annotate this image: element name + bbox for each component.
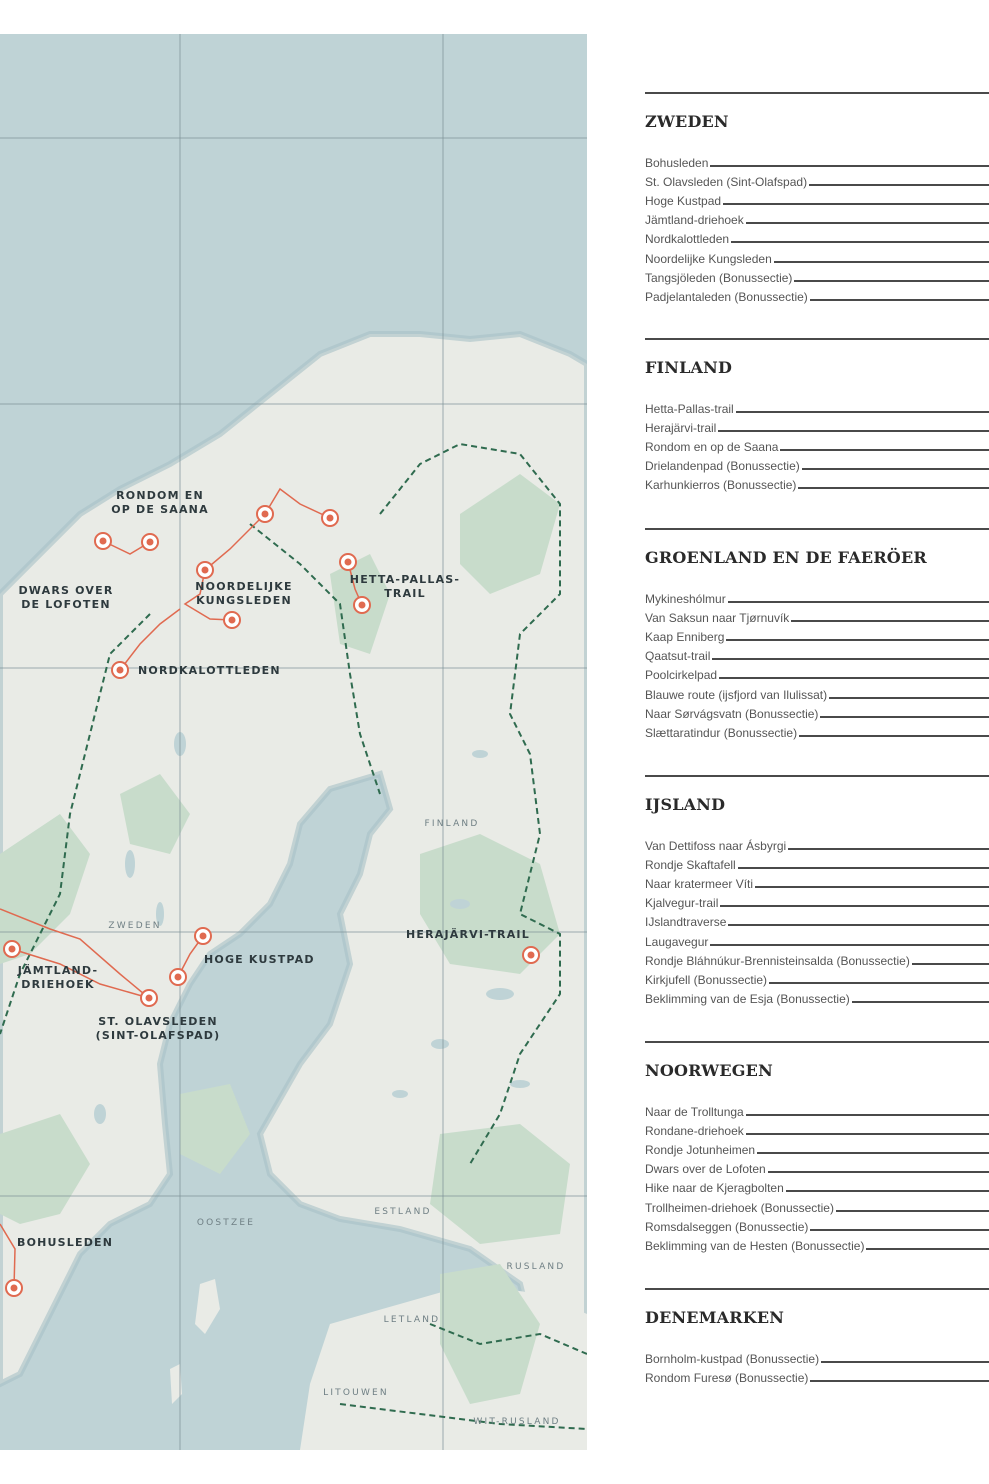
- entry-leader-line: [866, 1248, 989, 1250]
- entry-leader-line: [810, 299, 989, 301]
- entry-leader-line: [718, 430, 989, 432]
- entry-leader-line: [746, 1114, 989, 1116]
- index-section: [645, 528, 989, 740]
- entry-leader-line: [757, 1152, 989, 1154]
- entry-name: IJslandtraverse: [645, 915, 727, 930]
- trail-label-line: HERAJÄRVI-TRAIL: [406, 928, 530, 941]
- entry-leader-line: [736, 411, 989, 413]
- index-section: [645, 92, 989, 304]
- entry-name: St. Olavsleden (Sint-Olafspad): [645, 175, 808, 190]
- entry-leader-line: [774, 261, 989, 263]
- country-label: RUSLAND: [506, 1262, 566, 1272]
- trail-label: [111, 489, 209, 516]
- entry-leader-line: [791, 620, 989, 622]
- entry-name: Naar de Trolltunga: [645, 1105, 744, 1120]
- trail-label-line: DE LOFOTEN: [21, 598, 111, 611]
- index-entry: [645, 987, 989, 1006]
- index-entry: [645, 968, 989, 987]
- entry-leader-line: [768, 1171, 989, 1173]
- index-entry: [645, 606, 989, 625]
- section-title: GROENLAND EN DE FAERÖER: [645, 548, 927, 567]
- entry-name: Padjelantaleden (Bonussectie): [645, 289, 808, 304]
- entry-name: Laugavegur: [645, 934, 709, 949]
- entry-leader-line: [728, 601, 989, 603]
- section-title: IJSLAND: [645, 795, 726, 814]
- trail-label-line: OP DE SAANA: [111, 503, 209, 516]
- entry-name: Blauwe route (ijsfjord van Ilulissat): [645, 687, 828, 702]
- entry-name: Bornholm-kustpad (Bonussectie): [645, 1352, 820, 1367]
- index-entry: [645, 625, 989, 644]
- trail-marker-dot: [345, 559, 352, 566]
- trail-marker-dot: [175, 974, 182, 981]
- entry-name: Tangsjöleden (Bonussectie): [645, 270, 793, 285]
- trail-marker-dot: [117, 667, 124, 674]
- entry-name: Rondane-driehoek: [645, 1124, 744, 1139]
- trail-label-line: ST. OLAVSLEDEN: [98, 1015, 218, 1028]
- section-title: NOORWEGEN: [645, 1061, 773, 1080]
- trail-label: [195, 580, 292, 607]
- section-rule: [645, 1288, 989, 1290]
- entry-leader-line: [852, 1001, 989, 1003]
- country-label: ESTLAND: [374, 1207, 432, 1217]
- entry-name: Jämtland-driehoek: [645, 213, 744, 228]
- trail-marker-dot: [11, 1285, 18, 1292]
- index-entry: [645, 910, 989, 929]
- country-label: ZWEDEN: [108, 921, 162, 931]
- entry-leader-line: [810, 1380, 989, 1382]
- entry-name: Naar Sørvágsvatn (Bonussectie): [645, 706, 819, 721]
- trail-label-line: HETTA-PALLAS-: [349, 573, 461, 586]
- trail-label: [204, 953, 315, 966]
- trail-label: [406, 927, 530, 941]
- index-entry: [645, 853, 989, 872]
- trail-marker-dot: [528, 952, 535, 959]
- entry-leader-line: [720, 905, 989, 907]
- trail-label-line: HOGE KUSTPAD: [204, 953, 315, 966]
- entry-name: Dwars over de Lofoten: [645, 1162, 766, 1177]
- entry-name: Beklimming van de Esja (Bonussectie): [645, 991, 850, 1006]
- trail-label: [18, 584, 113, 611]
- index-entry: [645, 1119, 989, 1138]
- trail-marker-dot: [200, 933, 207, 940]
- trail-marker-dot: [229, 617, 236, 624]
- section-title: FINLAND: [645, 358, 733, 377]
- entry-leader-line: [809, 184, 989, 186]
- entry-leader-line: [769, 982, 989, 984]
- trail-label-line: BOHUSLEDEN: [17, 1236, 114, 1249]
- entry-name: Bohusleden: [645, 156, 709, 171]
- index-section: [645, 1288, 989, 1385]
- index-entry: [645, 721, 989, 740]
- index-entry: [645, 266, 989, 285]
- trail-label-line: TRAIL: [384, 587, 426, 600]
- trail-marker-dot: [100, 538, 107, 545]
- section-rule: [645, 338, 989, 340]
- entry-leader-line: [798, 487, 989, 489]
- trail-marker-dot: [9, 946, 16, 953]
- entry-leader-line: [829, 697, 989, 699]
- trail-marker-dot: [359, 602, 366, 609]
- index-entry: [645, 1234, 989, 1253]
- trail-label: [17, 1236, 113, 1249]
- entry-name: Qaatsut-trail: [645, 649, 711, 664]
- index-entry: [645, 1347, 989, 1366]
- index-entry: [645, 834, 989, 853]
- index-entry: [645, 891, 989, 910]
- entry-name: Hetta-Pallas-trail: [645, 402, 734, 417]
- entry-leader-line: [710, 165, 989, 167]
- section-rule: [645, 1041, 989, 1043]
- entry-leader-line: [780, 449, 989, 451]
- index-entry: [645, 416, 989, 435]
- index-entry: [645, 227, 989, 246]
- entry-leader-line: [710, 944, 989, 946]
- index-entry: [645, 663, 989, 682]
- trail-marker-dot: [262, 511, 269, 518]
- trail-label-line: DRIEHOEK: [21, 978, 95, 991]
- trail-label-line: NORDKALOTTLEDEN: [138, 664, 281, 677]
- entry-leader-line: [719, 677, 989, 679]
- trail-marker-dot: [146, 995, 153, 1002]
- country-label: LETLAND: [383, 1315, 441, 1325]
- entry-name: Rondje Jotunheimen: [645, 1143, 756, 1158]
- entry-name: Van Dettifoss naar Ásbyrgi: [645, 839, 787, 854]
- index-entry: [645, 1366, 989, 1385]
- entry-leader-line: [912, 963, 989, 965]
- index-entry: [645, 454, 989, 473]
- index-entry: [645, 170, 989, 189]
- index-entry: [645, 1138, 989, 1157]
- scandinavia-map: [0, 34, 587, 1450]
- index-entry: [645, 246, 989, 265]
- entry-leader-line: [788, 848, 989, 850]
- index-entry: [645, 949, 989, 968]
- entry-name: Karhunkierros (Bonussectie): [645, 478, 797, 493]
- entry-leader-line: [802, 468, 989, 470]
- entry-leader-line: [836, 1210, 989, 1212]
- entry-name: Kaap Enniberg: [645, 630, 725, 645]
- country-label: OOSTZEE: [196, 1218, 256, 1228]
- trail-label-line: (SINT-OLAFSPAD): [95, 1029, 221, 1042]
- index-entry: [645, 397, 989, 416]
- trail-label-line: NOORDELIJKE: [195, 580, 293, 593]
- entry-name: Poolcirkelpad: [645, 668, 718, 683]
- index-entry: [645, 285, 989, 304]
- index-entry: [645, 644, 989, 663]
- entry-leader-line: [731, 241, 989, 243]
- entry-leader-line: [755, 886, 989, 888]
- index-entry: [645, 1176, 989, 1195]
- index-entry: [645, 872, 989, 891]
- trail-index: [645, 0, 989, 1484]
- entry-name: Trollheimen-driehoek (Bonussectie): [645, 1200, 834, 1215]
- index-entry: [645, 1215, 989, 1234]
- index-entry: [645, 1195, 989, 1214]
- entry-name: Mykineshólmur: [645, 592, 726, 607]
- index-section: [645, 338, 989, 492]
- entry-name: Hoge Kustpad: [645, 194, 722, 209]
- trail-marker-dot: [202, 567, 209, 574]
- entry-leader-line: [794, 280, 989, 282]
- entry-name: Nordkalottleden: [645, 232, 730, 247]
- trail-marker-dot: [147, 539, 154, 546]
- section-title: ZWEDEN: [645, 112, 729, 131]
- entry-name: Kjalvegur-trail: [645, 896, 719, 911]
- entry-name: Rondom en op de Saana: [645, 440, 779, 455]
- entry-name: Herajärvi-trail: [645, 421, 717, 436]
- entry-name: Beklimming van de Hesten (Bonussectie): [645, 1238, 865, 1253]
- country-label: LITOUWEN: [323, 1388, 389, 1398]
- index-entry: [645, 929, 989, 948]
- entry-name: Van Saksun naar Tjørnuvík: [645, 611, 790, 626]
- entry-leader-line: [746, 1133, 989, 1135]
- entry-leader-line: [821, 1361, 989, 1363]
- entry-leader-line: [712, 658, 989, 660]
- island: [195, 1279, 220, 1334]
- entry-leader-line: [728, 924, 989, 926]
- section-title: DENEMARKEN: [645, 1308, 785, 1327]
- index-entry: [645, 208, 989, 227]
- trail-label-line: JÄMTLAND-: [17, 964, 99, 977]
- trail-label: [96, 1015, 221, 1042]
- entry-name: Rondje Bláhnúkur-Brennisteinsalda (Bonussectie): [645, 953, 910, 968]
- entry-name: Drielandenpad (Bonussectie): [645, 459, 800, 474]
- section-rule: [645, 528, 989, 530]
- entry-leader-line: [738, 867, 989, 869]
- entry-name: Hike naar de Kjeragbolten: [645, 1181, 784, 1196]
- entry-name: Noordelijke Kungsleden: [645, 251, 772, 266]
- index-entry: [645, 1157, 989, 1176]
- map-canvas: [0, 34, 587, 1450]
- entry-name: Naar kratermeer Víti: [645, 877, 754, 892]
- index-entry: [645, 702, 989, 721]
- entry-leader-line: [746, 222, 989, 224]
- entry-leader-line: [799, 735, 989, 737]
- trail-label-line: RONDOM EN: [116, 489, 204, 502]
- entry-leader-line: [723, 203, 989, 205]
- index-entry: [645, 151, 989, 170]
- trail-label-line: KUNGSLEDEN: [196, 594, 292, 607]
- index-entry: [645, 682, 989, 701]
- index-entry: [645, 587, 989, 606]
- trail-label-line: DWARS OVER: [18, 584, 114, 597]
- entry-name: Slættaratindur (Bonussectie): [645, 725, 798, 740]
- entry-leader-line: [786, 1190, 989, 1192]
- index-entry: [645, 473, 989, 492]
- trail-marker-dot: [327, 515, 334, 522]
- index-section: [645, 1041, 989, 1253]
- index-entry: [645, 1100, 989, 1119]
- section-rule: [645, 775, 989, 777]
- trail-label: [138, 664, 281, 677]
- index-section: [645, 775, 989, 1006]
- entry-name: Rondje Skaftafell: [645, 858, 736, 873]
- entry-leader-line: [726, 639, 989, 641]
- index-entry: [645, 189, 989, 208]
- index-entry: [645, 435, 989, 454]
- section-rule: [645, 92, 989, 94]
- entry-name: Kirkjufell (Bonussectie): [645, 972, 768, 987]
- entry-name: Romsdalseggen (Bonussectie): [645, 1219, 809, 1234]
- country-label: WIT-RUSLAND: [473, 1417, 561, 1427]
- entry-leader-line: [810, 1229, 989, 1231]
- entry-leader-line: [820, 716, 989, 718]
- entry-name: Rondom Furesø (Bonussectie): [645, 1371, 809, 1386]
- country-label: FINLAND: [424, 819, 480, 829]
